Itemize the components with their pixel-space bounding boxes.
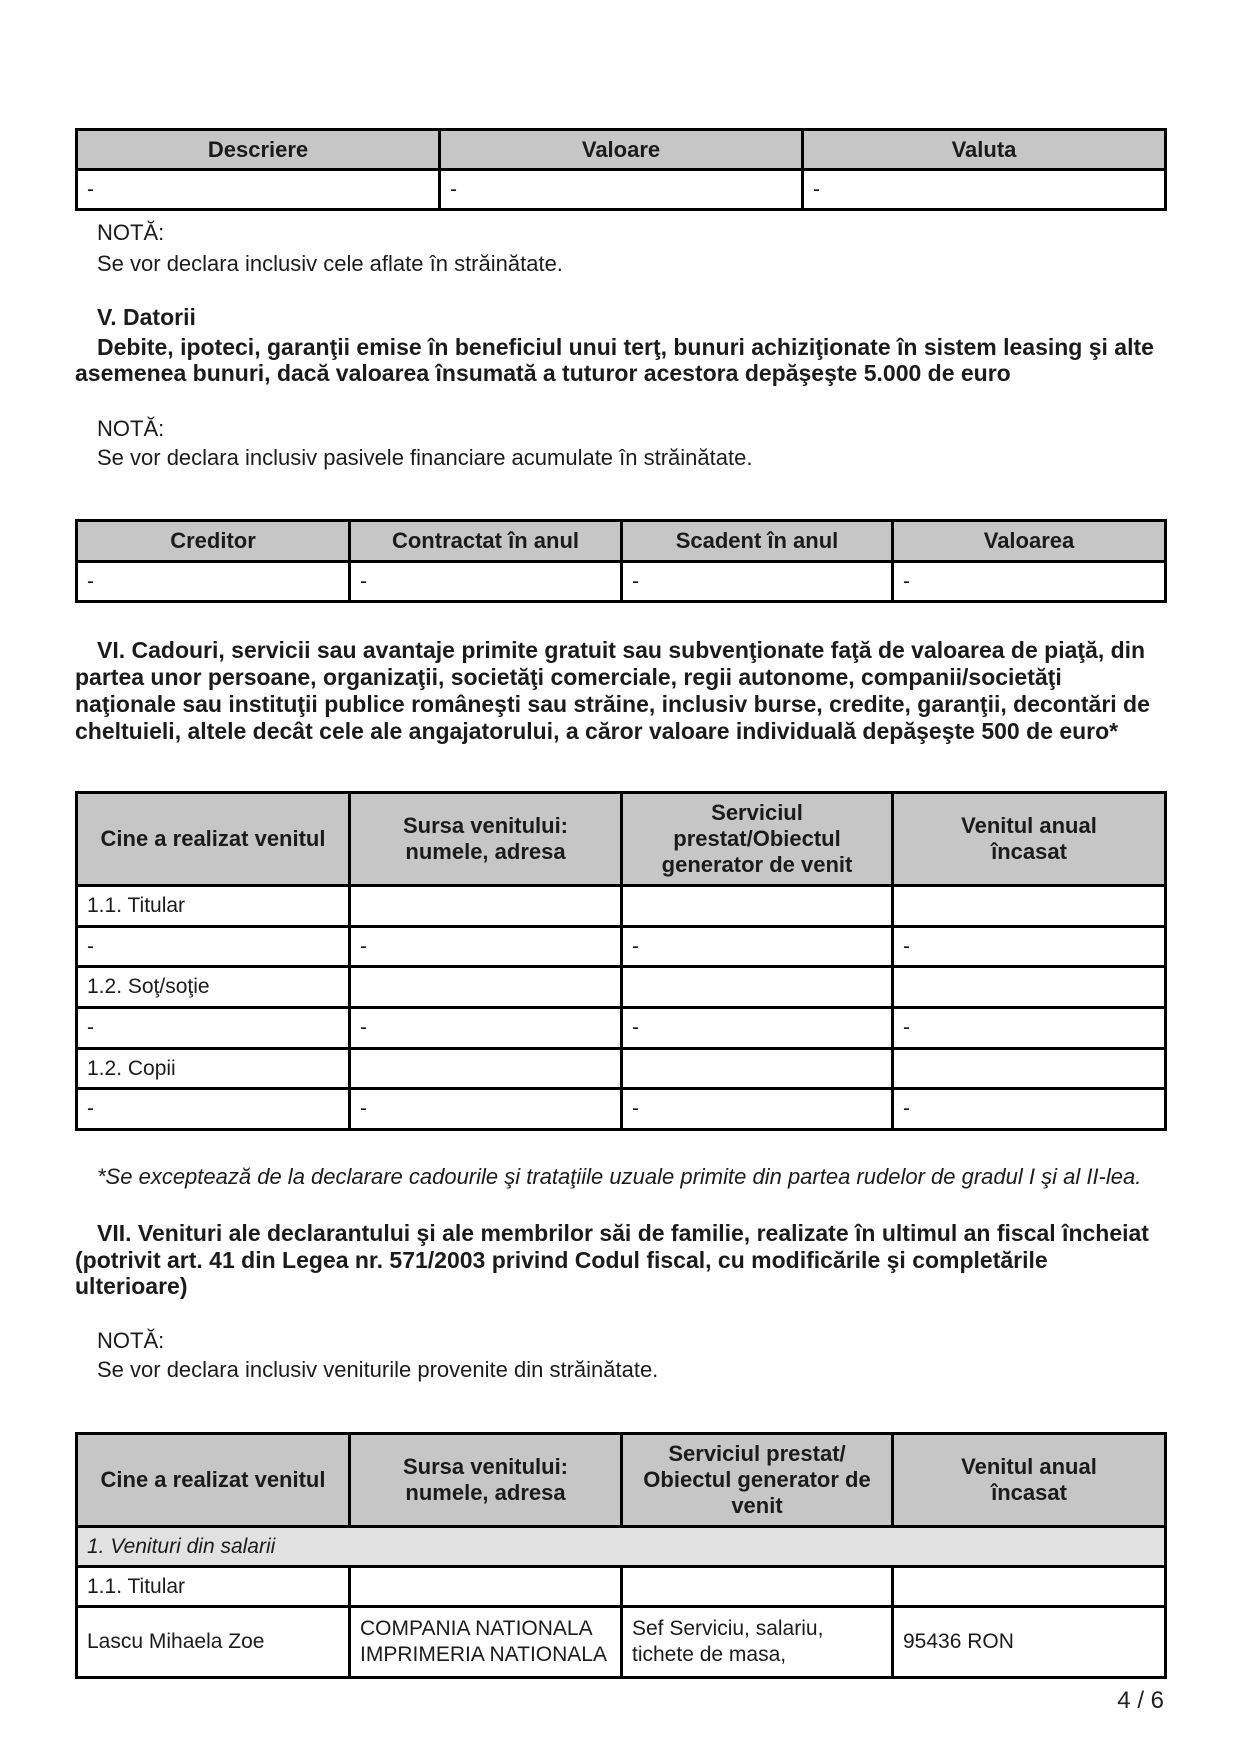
header-text: Venitul anual încasat bbox=[961, 813, 1097, 864]
header-descriere: Descriere bbox=[77, 130, 440, 170]
header-text: Cine a realizat venitul bbox=[100, 1467, 326, 1492]
table-cell: - bbox=[350, 562, 622, 602]
table-cell bbox=[893, 967, 1166, 1008]
table-cell: - bbox=[622, 1008, 893, 1049]
note-text: Se vor declara inclusiv pasivele financiare acumulate în străinătate. bbox=[97, 445, 753, 470]
header-cine bbox=[77, 793, 350, 886]
table-header-row bbox=[77, 521, 1166, 562]
header-creditor: Creditor bbox=[77, 521, 350, 562]
section-text-line: VII. Venituri ale declarantului şi ale membrilor săi de familie, realizate în ultimul an fiscal încheiat bbox=[97, 1220, 1149, 1246]
section-text-line: naţionale sau instituţii publice româneşti sau străine, inclusiv burse, credite, garanţii, decontări de bbox=[75, 691, 1150, 717]
income-source-cell: COMPANIA NATIONALA IMPRIMERIA NATIONALA bbox=[350, 1607, 622, 1678]
table-cell: 1.1. Titular bbox=[77, 886, 350, 927]
table-cell: - bbox=[350, 1089, 622, 1130]
table-cell: - bbox=[77, 170, 440, 210]
header-text: Cine a realizat venitul bbox=[100, 826, 326, 851]
header-serviciul bbox=[622, 793, 893, 886]
header-text: Sursa venitului: numele, adresa bbox=[402, 1454, 569, 1505]
header-valoare: Valoare bbox=[440, 130, 803, 170]
table-cell bbox=[622, 967, 893, 1008]
category-row bbox=[77, 1527, 1166, 1567]
table-cell: - bbox=[350, 927, 622, 967]
table-cell: - bbox=[893, 1008, 1166, 1049]
header-text: Serviciul prestat/Obiectul generator de venit bbox=[661, 800, 853, 877]
section-text-line: cheltuieli, altele decât cele ale angajatorului, a căror valoare individuală depăşeşte 500 de euro* bbox=[75, 718, 1119, 744]
table-cell: - bbox=[77, 1089, 350, 1130]
section-title: V. Datorii bbox=[97, 304, 196, 330]
table-row bbox=[77, 562, 1166, 602]
header-venitul bbox=[893, 1434, 1166, 1527]
note-text: Se vor declara inclusiv veniturile provenite din străinătate. bbox=[97, 1357, 659, 1382]
header-serviciul bbox=[622, 1434, 893, 1527]
income-table bbox=[75, 1432, 1167, 1679]
section-text-line: ulterioare) bbox=[75, 1273, 188, 1299]
income-amount-cell: 95436 RON bbox=[893, 1607, 1166, 1678]
table-cell bbox=[350, 1567, 622, 1607]
table-cell: 1.2. Copii bbox=[77, 1049, 350, 1089]
section-text-line: Debite, ipoteci, garanţii emise în beneficiul unui terţ, bunuri achiziţionate în sistem leasing şi alte bbox=[97, 334, 1154, 360]
header-sursa bbox=[350, 793, 622, 886]
table-cell: 1.1. Titular bbox=[77, 1567, 350, 1607]
table-cell bbox=[893, 886, 1166, 927]
footnote: *Se exceptează de la declarare cadourile şi trataţiile uzuale primite din partea rudelor de gradul I şi al II-lea. bbox=[97, 1164, 1142, 1189]
section-text-line: (potrivit art. 41 din Legea nr. 571/2003 privind Codul fiscal, cu modificările şi completările bbox=[75, 1247, 1048, 1273]
table-cell bbox=[893, 1567, 1166, 1607]
table-cell bbox=[622, 886, 893, 927]
table-header-row bbox=[77, 1434, 1166, 1527]
header-cine bbox=[77, 1434, 350, 1527]
table-cell bbox=[893, 1049, 1166, 1089]
category-cell: 1. Venituri din salarii bbox=[77, 1527, 1166, 1567]
page-number: 4 / 6 bbox=[1117, 1687, 1164, 1714]
table-cell: - bbox=[77, 927, 350, 967]
debts-table bbox=[75, 519, 1167, 603]
table-cell: - bbox=[893, 1089, 1166, 1130]
income-earner-cell: Lascu Mihaela Zoe bbox=[77, 1607, 350, 1678]
table-header-row bbox=[77, 130, 1166, 170]
table-cell: - bbox=[893, 927, 1166, 967]
table-cell bbox=[350, 886, 622, 927]
section-text-line: asemenea bunuri, dacă valoarea însumată a tuturor acestora depăşeşte 5.000 de euro bbox=[75, 360, 1011, 386]
table-row bbox=[77, 927, 1166, 967]
income-service-cell: Sef Serviciu, salariu, tichete de masa, bbox=[622, 1607, 893, 1678]
table-cell: - bbox=[440, 170, 803, 210]
table-row bbox=[77, 1008, 1166, 1049]
table-cell: - bbox=[350, 1008, 622, 1049]
table-cell: - bbox=[622, 927, 893, 967]
section-text-line: partea unor persoane, organizaţii, societăţi comerciale, regii autonome, companii/societăţi bbox=[75, 664, 1062, 690]
header-text: Venitul anual încasat bbox=[961, 1454, 1097, 1505]
table-row bbox=[77, 1089, 1166, 1130]
note-label: NOTĂ: bbox=[97, 220, 165, 245]
header-venitul bbox=[893, 793, 1166, 886]
table-cell bbox=[622, 1567, 893, 1607]
table-cell bbox=[350, 1049, 622, 1089]
header-sursa bbox=[350, 1434, 622, 1527]
section-text-line: VI. Cadouri, servicii sau avantaje primite gratuit sau subvenţionate faţă de valoarea de piaţă, din bbox=[97, 637, 1146, 663]
table-cell: - bbox=[77, 1008, 350, 1049]
table-cell: - bbox=[622, 562, 893, 602]
table-cell bbox=[622, 1049, 893, 1089]
table-row bbox=[77, 170, 1166, 210]
note-label: NOTĂ: bbox=[97, 416, 165, 441]
header-scadent: Scadent în anul bbox=[622, 521, 893, 562]
gifts-table bbox=[75, 791, 1167, 1131]
table-cell: - bbox=[803, 170, 1166, 210]
table-cell bbox=[350, 967, 622, 1008]
table-cell: - bbox=[893, 562, 1166, 602]
table-row bbox=[77, 1567, 1166, 1607]
header-text: Sursa venitului: numele, adresa bbox=[402, 813, 569, 864]
table-cell: - bbox=[622, 1089, 893, 1130]
table-header-row bbox=[77, 793, 1166, 886]
table-cell: - bbox=[77, 562, 350, 602]
header-valoarea: Valoarea bbox=[893, 521, 1166, 562]
table-cell: 1.2. Soţ/soţie bbox=[77, 967, 350, 1008]
note-text: Se vor declara inclusiv cele aflate în străinătate. bbox=[97, 251, 563, 276]
header-valuta: Valuta bbox=[803, 130, 1166, 170]
table-row bbox=[77, 1049, 1166, 1089]
assets-table bbox=[75, 128, 1167, 211]
table-row bbox=[77, 1607, 1166, 1678]
note-label: NOTĂ: bbox=[97, 1328, 165, 1353]
header-contractat: Contractat în anul bbox=[350, 521, 622, 562]
table-row bbox=[77, 967, 1166, 1008]
table-row bbox=[77, 886, 1166, 927]
header-text: Serviciul prestat/ Obiectul generator de venit bbox=[643, 1441, 871, 1518]
